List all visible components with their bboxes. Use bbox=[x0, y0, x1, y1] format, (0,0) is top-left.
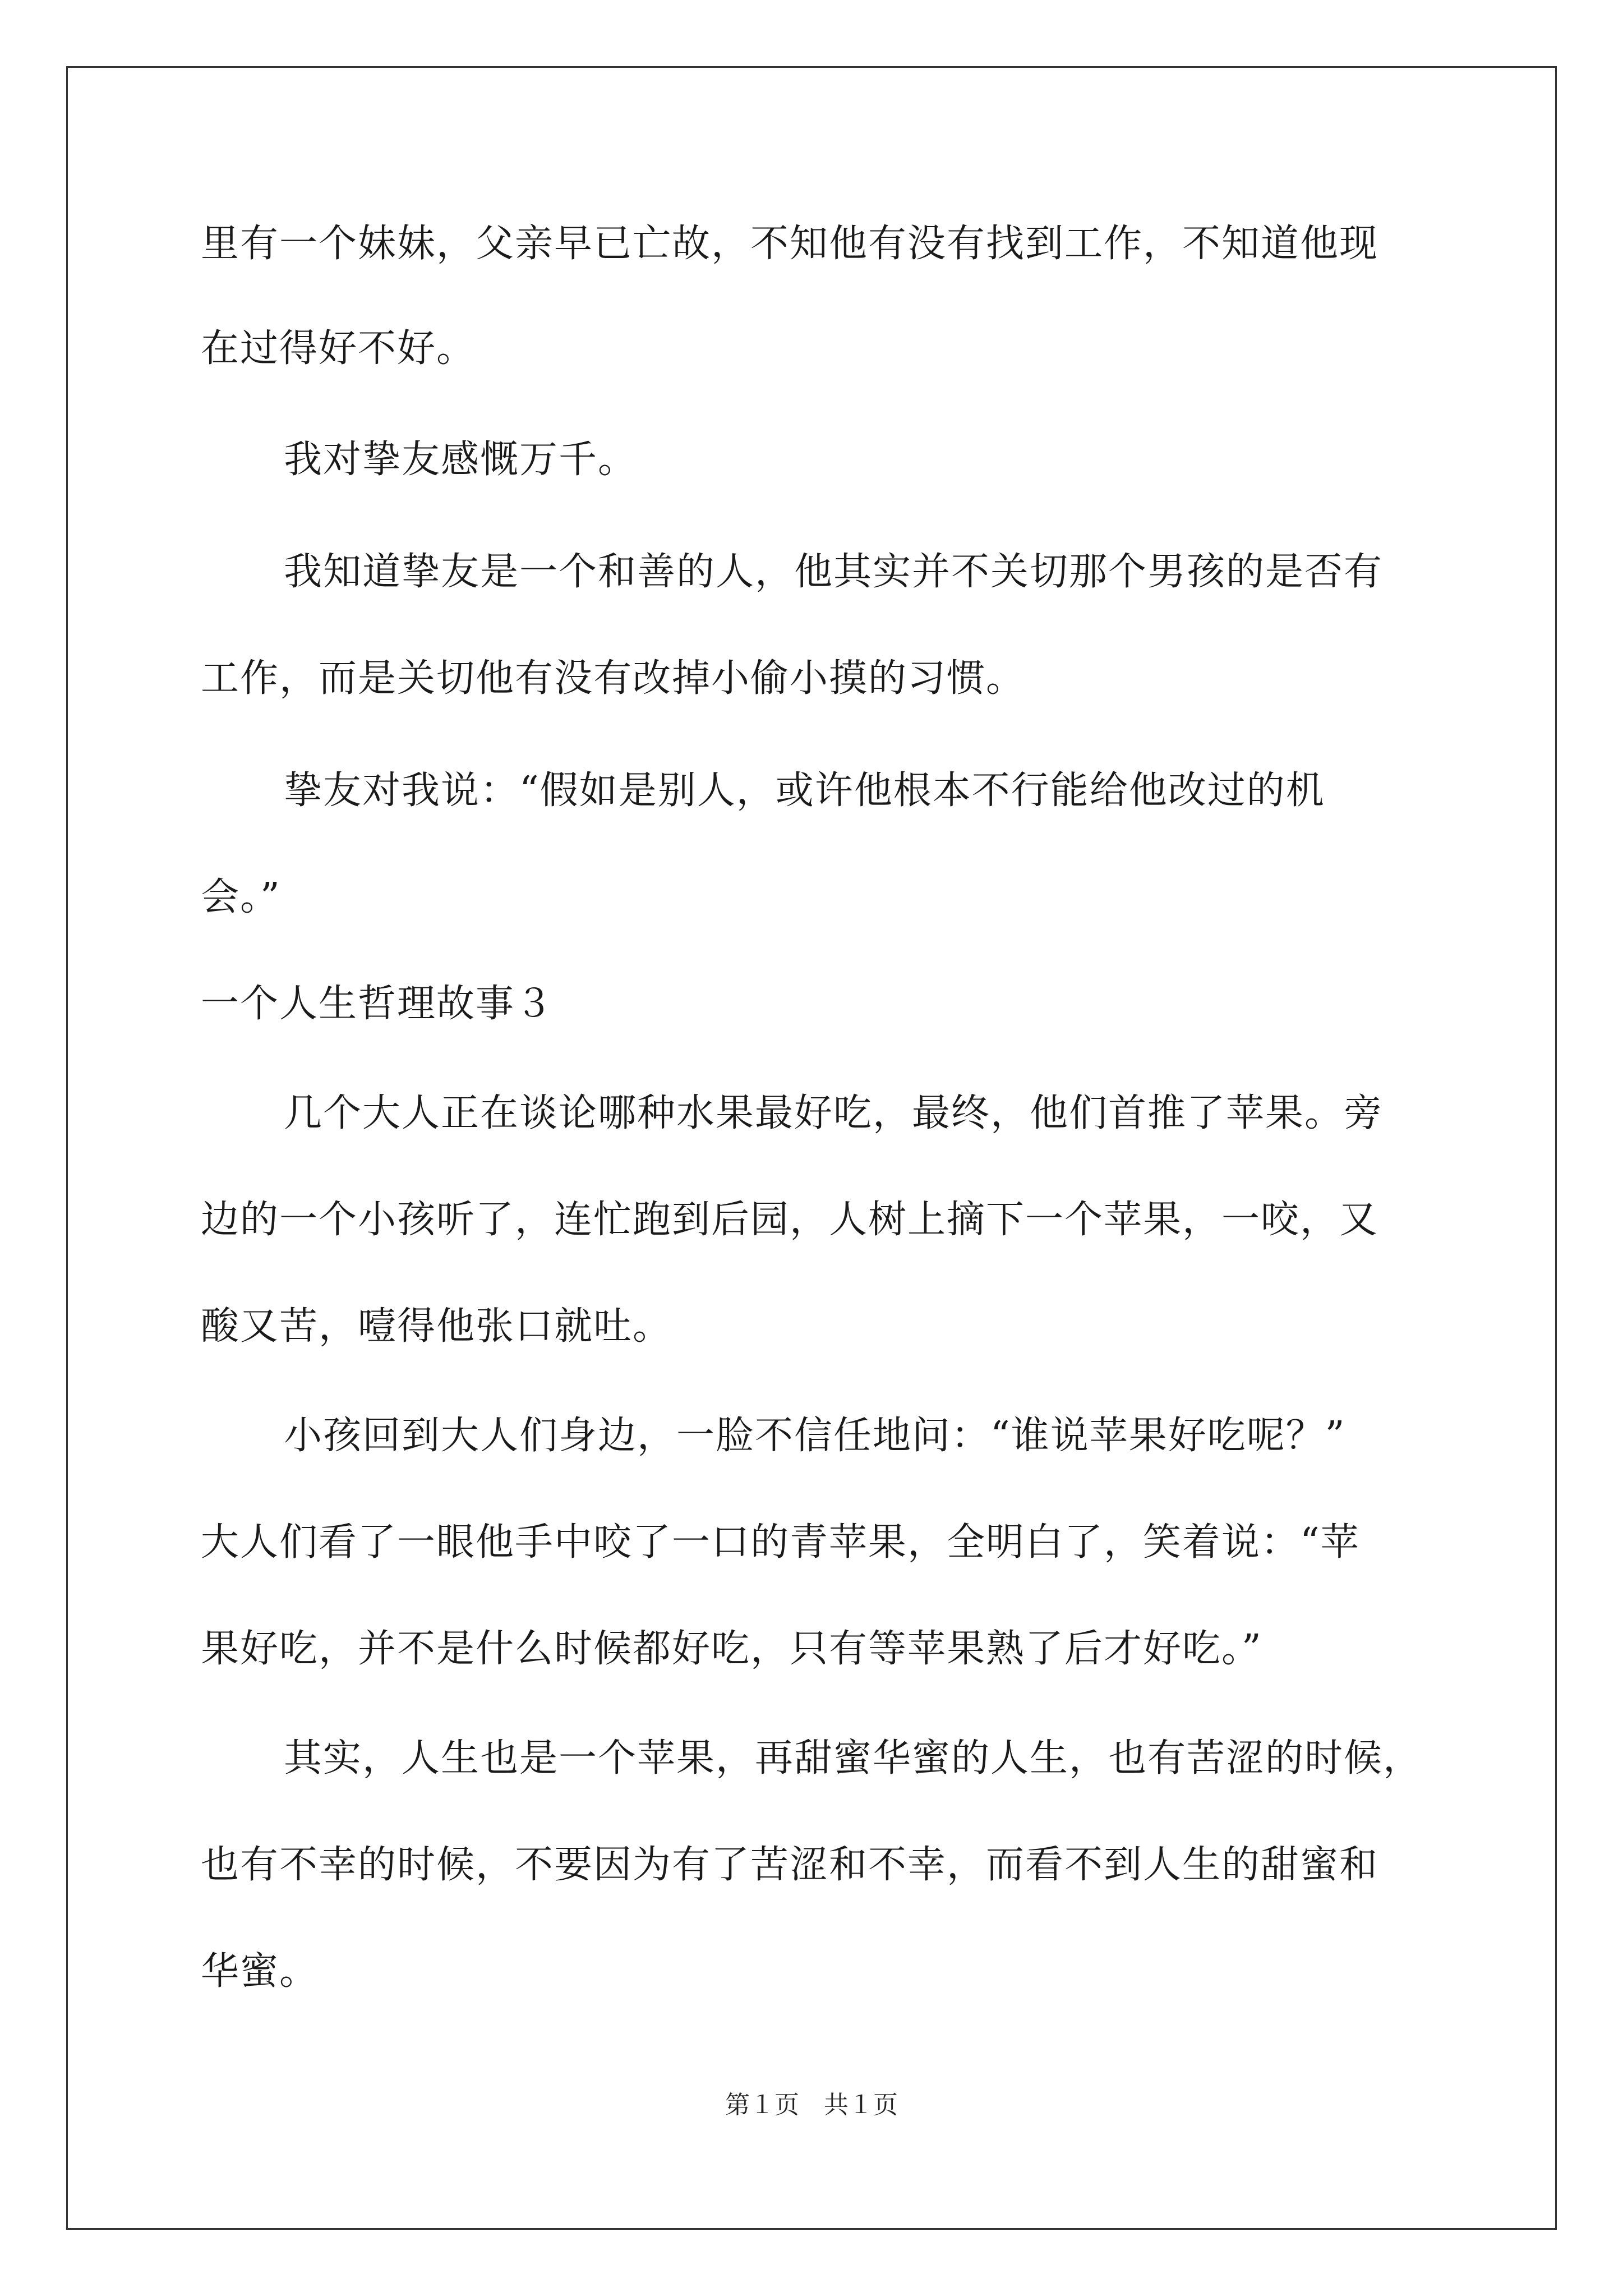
text-line: 我对挚友感慨万千。 bbox=[284, 438, 638, 482]
text-line: 小孩回到大人们身边，一脸不信任地问：“谁说苹果好吃呢？” bbox=[284, 1414, 1346, 1458]
text-line: 我知道挚友是一个和善的人，他其实并不关切那个男孩的是否有 bbox=[284, 550, 1384, 594]
text-line: 会。” bbox=[201, 875, 281, 919]
text-line: 工作，而是关切他有没有改掉小偷小摸的习惯。 bbox=[201, 656, 1026, 701]
text-line: 酸又苦，噎得他张口就吐。 bbox=[201, 1304, 672, 1349]
page-number: 第１页 共１页 bbox=[725, 2091, 898, 2119]
text-line: 边的一个小孩听了，连忙跑到后园，人树上摘下一个苹果，一咬，又 bbox=[201, 1198, 1379, 1242]
text-line: 大人们看了一眼他手中咬了一口的青苹果，全明白了，笑着说：“苹 bbox=[201, 1520, 1360, 1565]
text-line: 挚友对我说：“假如是别人，或许他根本不行能给他改过的机 bbox=[284, 769, 1325, 813]
section-heading: 一个人生哲理故事３ bbox=[201, 982, 555, 1026]
text-line: 在过得好不好。 bbox=[201, 326, 476, 371]
text-line: 也有不幸的时候，不要因为有了苦涩和不幸，而看不到人生的甜蜜和 bbox=[201, 1843, 1379, 1887]
text-line: 华蜜。 bbox=[201, 1949, 319, 1994]
text-line: 里有一个妹妹，父亲早已亡故，不知他有没有找到工作，不知道他现 bbox=[201, 222, 1379, 266]
text-line: 几个大人正在谈论哪种水果最好吃，最终，他们首推了苹果。旁 bbox=[284, 1091, 1384, 1135]
text-line: 其实，人生也是一个苹果，再甜蜜华蜜的人生，也有苦涩的时候， bbox=[284, 1736, 1423, 1780]
page-border bbox=[66, 66, 1557, 2230]
text-line: 果好吃，并不是什么时候都好吃，只有等苹果熟了后才好吃。” bbox=[201, 1627, 1262, 1671]
